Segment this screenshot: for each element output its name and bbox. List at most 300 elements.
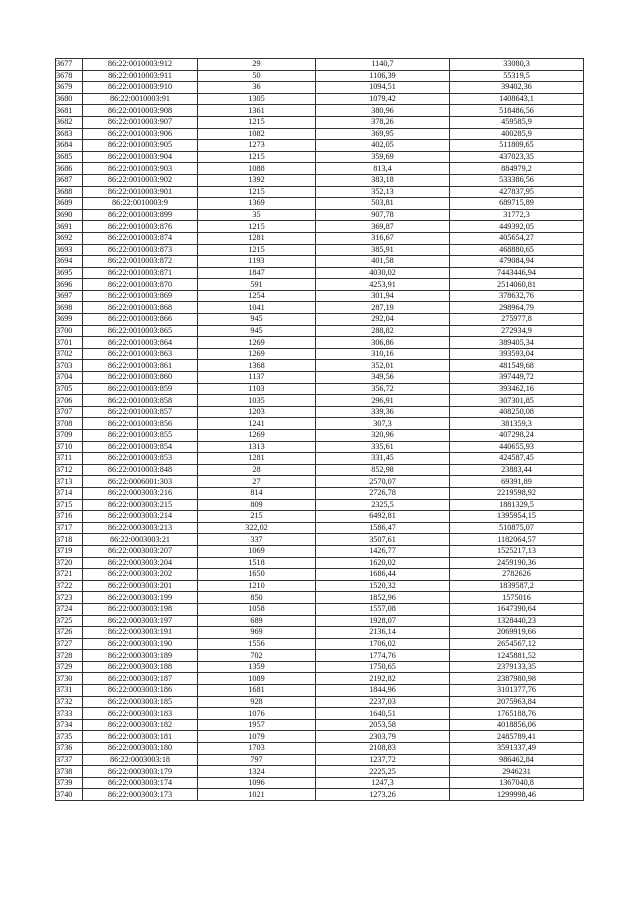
cadastral-number: 86:22:0003003:191 (83, 627, 198, 639)
area-cell: 215 (198, 511, 316, 523)
area-cell: 1215 (198, 186, 316, 198)
cadastral-number: 86:22:0010003:906 (83, 128, 198, 140)
cadastral-number: 86:22:0010003:905 (83, 140, 198, 152)
cadastral-value-cell: 2219598,92 (450, 487, 584, 499)
area-cell: 35 (198, 209, 316, 221)
table-row (56, 638, 584, 650)
row-number: 3709 (56, 430, 83, 442)
row-number: 3686 (56, 163, 83, 175)
row-number: 3697 (56, 290, 83, 302)
cadastral-value-cell: 397449,72 (450, 372, 584, 384)
area-cell: 1269 (198, 348, 316, 360)
cadastral-value-cell: 2387980,98 (450, 673, 584, 685)
cadastral-value-cell: 39402,36 (450, 82, 584, 94)
row-number: 3734 (56, 719, 83, 731)
row-number: 3687 (56, 174, 83, 186)
cadastral-value-cell: 2654567,12 (450, 638, 584, 650)
area-cell: 591 (198, 279, 316, 291)
cadastral-value-cell: 1575016 (450, 592, 584, 604)
table-row (56, 777, 584, 789)
area-cell: 1681 (198, 685, 316, 697)
row-number: 3703 (56, 360, 83, 372)
row-number: 3693 (56, 244, 83, 256)
unit-value-cell: 331,45 (316, 453, 450, 465)
table-row (56, 627, 584, 639)
cadastral-number: 86:22:0010003:869 (83, 290, 198, 302)
cadastral-number: 86:22:0010003:873 (83, 244, 198, 256)
unit-value-cell: 378,26 (316, 116, 450, 128)
row-number: 3706 (56, 395, 83, 407)
cadastral-value-cell: 272934,9 (450, 325, 584, 337)
table-row (56, 453, 584, 465)
table-row (56, 82, 584, 94)
row-number: 3728 (56, 650, 83, 662)
table-row (56, 708, 584, 720)
area-cell: 1021 (198, 789, 316, 801)
row-number: 3731 (56, 685, 83, 697)
table-row (56, 163, 584, 175)
cadastral-value-cell: 378632,76 (450, 290, 584, 302)
table-row (56, 116, 584, 128)
table-row (56, 418, 584, 430)
unit-value-cell: 813,4 (316, 163, 450, 175)
area-cell: 1215 (198, 151, 316, 163)
area-cell: 1137 (198, 372, 316, 384)
area-cell: 702 (198, 650, 316, 662)
cadastral-number: 86:22:0003003:185 (83, 696, 198, 708)
table-row (56, 650, 584, 662)
unit-value-cell: 1557,08 (316, 603, 450, 615)
unit-value-cell: 2303,79 (316, 731, 450, 743)
cadastral-number: 86:22:0010003:858 (83, 395, 198, 407)
area-cell: 1368 (198, 360, 316, 372)
row-number: 3681 (56, 105, 83, 117)
row-number: 3733 (56, 708, 83, 720)
area-cell: 1035 (198, 395, 316, 407)
unit-value-cell: 1928,07 (316, 615, 450, 627)
row-number: 3690 (56, 209, 83, 221)
cadastral-number: 86:22:0010003:868 (83, 302, 198, 314)
cadastral-value-cell: 424587,45 (450, 453, 584, 465)
cadastral-value-cell: 3591337,49 (450, 743, 584, 755)
table-row (56, 105, 584, 117)
cadastral-number: 86:22:0010003:907 (83, 116, 198, 128)
unit-value-cell: 1079,42 (316, 93, 450, 105)
cadastral-value-cell: 275977,8 (450, 314, 584, 326)
cadastral-value-cell: 33080,3 (450, 59, 584, 71)
cadastral-value-cell: 389405,34 (450, 337, 584, 349)
unit-value-cell: 2726,78 (316, 487, 450, 499)
table-row (56, 395, 584, 407)
area-cell: 1518 (198, 557, 316, 569)
cadastral-value-table (55, 58, 584, 801)
area-cell: 1281 (198, 453, 316, 465)
cadastral-value-cell: 400285,9 (450, 128, 584, 140)
table-row (56, 383, 584, 395)
cadastral-number: 86:22:0010003:899 (83, 209, 198, 221)
table-row (56, 696, 584, 708)
unit-value-cell: 287,19 (316, 302, 450, 314)
cadastral-value-cell: 2782626 (450, 569, 584, 581)
cadastral-number: 86:22:0010003:854 (83, 441, 198, 453)
unit-value-cell: 296,91 (316, 395, 450, 407)
cadastral-number: 86:22:0010003:912 (83, 59, 198, 71)
unit-value-cell: 1686,44 (316, 569, 450, 581)
area-cell: 1650 (198, 569, 316, 581)
cadastral-value-cell: 2946231 (450, 766, 584, 778)
unit-value-cell: 4030,02 (316, 267, 450, 279)
unit-value-cell: 1520,32 (316, 580, 450, 592)
row-number: 3680 (56, 93, 83, 105)
row-number: 3726 (56, 627, 83, 639)
table-row (56, 337, 584, 349)
unit-value-cell: 385,91 (316, 244, 450, 256)
row-number: 3718 (56, 534, 83, 546)
area-cell: 928 (198, 696, 316, 708)
cadastral-number: 86:22:0003003:213 (83, 522, 198, 534)
area-cell: 29 (198, 59, 316, 71)
unit-value-cell: 339,36 (316, 406, 450, 418)
unit-value-cell: 320,96 (316, 430, 450, 442)
cadastral-value-cell: 481549,68 (450, 360, 584, 372)
cadastral-value-cell: 2485789,41 (450, 731, 584, 743)
unit-value-cell: 503,81 (316, 198, 450, 210)
cadastral-number: 86:22:0003003:183 (83, 708, 198, 720)
row-number: 3689 (56, 198, 83, 210)
cadastral-number: 86:22:0010003:856 (83, 418, 198, 430)
unit-value-cell: 2136,14 (316, 627, 450, 639)
area-cell: 1210 (198, 580, 316, 592)
area-cell: 1103 (198, 383, 316, 395)
row-number: 3688 (56, 186, 83, 198)
unit-value-cell: 1640,51 (316, 708, 450, 720)
table-row (56, 372, 584, 384)
cadastral-number: 86:22:0003003:188 (83, 661, 198, 673)
row-number: 3724 (56, 603, 83, 615)
table-row (56, 221, 584, 233)
row-number: 3717 (56, 522, 83, 534)
cadastral-value-cell: 884979,2 (450, 163, 584, 175)
cadastral-number: 86:22:0003003:174 (83, 777, 198, 789)
table-row (56, 244, 584, 256)
cadastral-number: 86:22:0003003:207 (83, 545, 198, 557)
area-cell: 1369 (198, 198, 316, 210)
cadastral-value-cell: 511809,65 (450, 140, 584, 152)
cadastral-value-cell: 1839587,2 (450, 580, 584, 592)
area-cell: 1069 (198, 545, 316, 557)
row-number: 3723 (56, 592, 83, 604)
cadastral-value-cell: 459585,9 (450, 116, 584, 128)
table-row (56, 256, 584, 268)
area-cell: 1241 (198, 418, 316, 430)
unit-value-cell: 307,3 (316, 418, 450, 430)
cadastral-value-cell: 689715,89 (450, 198, 584, 210)
table-row (56, 592, 584, 604)
cadastral-value-cell: 533386,56 (450, 174, 584, 186)
area-cell: 1324 (198, 766, 316, 778)
area-cell: 322,02 (198, 522, 316, 534)
row-number: 3702 (56, 348, 83, 360)
row-number: 3677 (56, 59, 83, 71)
table-row (56, 441, 584, 453)
cadastral-value-cell: 1395954,15 (450, 511, 584, 523)
table-row (56, 754, 584, 766)
cadastral-number: 86:22:0006001:303 (83, 476, 198, 488)
table-row (56, 198, 584, 210)
unit-value-cell: 1106,39 (316, 70, 450, 82)
cadastral-value-cell: 1647390,64 (450, 603, 584, 615)
cadastral-value-cell: 407298,24 (450, 430, 584, 442)
cadastral-value-cell: 510875,07 (450, 522, 584, 534)
table-row (56, 766, 584, 778)
cadastral-value-cell: 449392,05 (450, 221, 584, 233)
table-row (56, 290, 584, 302)
row-number: 3711 (56, 453, 83, 465)
cadastral-number: 86:22:0003003:199 (83, 592, 198, 604)
cadastral-number: 86:22:0003003:198 (83, 603, 198, 615)
area-cell: 1281 (198, 232, 316, 244)
area-cell: 1215 (198, 116, 316, 128)
table-row (56, 232, 584, 244)
table-row (56, 661, 584, 673)
cadastral-number: 86:22:0010003:865 (83, 325, 198, 337)
row-number: 3721 (56, 569, 83, 581)
cadastral-value-cell: 1367040,8 (450, 777, 584, 789)
area-cell: 28 (198, 464, 316, 476)
table-row (56, 93, 584, 105)
table-row (56, 487, 584, 499)
cadastral-value-cell: 31772,3 (450, 209, 584, 221)
cadastral-value-cell: 2075963,84 (450, 696, 584, 708)
area-cell: 969 (198, 627, 316, 639)
cadastral-value-cell: 1328440,23 (450, 615, 584, 627)
cadastral-number: 86:22:0003003:182 (83, 719, 198, 731)
row-number: 3740 (56, 789, 83, 801)
row-number: 3700 (56, 325, 83, 337)
cadastral-number: 86:22:0010003:870 (83, 279, 198, 291)
area-cell: 1058 (198, 603, 316, 615)
unit-value-cell: 352,01 (316, 360, 450, 372)
cadastral-number: 86:22:0010003:861 (83, 360, 198, 372)
cadastral-value-cell: 405654,27 (450, 232, 584, 244)
row-number: 3692 (56, 232, 83, 244)
table-row (56, 151, 584, 163)
cadastral-number: 86:22:0003003:202 (83, 569, 198, 581)
area-cell: 1305 (198, 93, 316, 105)
cadastral-number: 86:22:0003003:214 (83, 511, 198, 523)
cadastral-number: 86:22:0010003:908 (83, 105, 198, 117)
area-cell: 1254 (198, 290, 316, 302)
area-cell: 1193 (198, 256, 316, 268)
unit-value-cell: 369,95 (316, 128, 450, 140)
unit-value-cell: 316,67 (316, 232, 450, 244)
unit-value-cell: 2192,82 (316, 673, 450, 685)
unit-value-cell: 1706,02 (316, 638, 450, 650)
cadastral-value-cell: 2459190,36 (450, 557, 584, 569)
cadastral-number: 86:22:0003003:21 (83, 534, 198, 546)
cadastral-value-cell: 2379133,35 (450, 661, 584, 673)
unit-value-cell: 1852,96 (316, 592, 450, 604)
area-cell: 1703 (198, 743, 316, 755)
area-cell: 1556 (198, 638, 316, 650)
unit-value-cell: 2225,25 (316, 766, 450, 778)
cadastral-value-cell: 393462,16 (450, 383, 584, 395)
cadastral-number: 86:22:0003003:186 (83, 685, 198, 697)
cadastral-value-cell: 2069919,66 (450, 627, 584, 639)
cadastral-number: 86:22:0010003:904 (83, 151, 198, 163)
unit-value-cell: 907,78 (316, 209, 450, 221)
unit-value-cell: 852,98 (316, 464, 450, 476)
row-number: 3736 (56, 743, 83, 755)
area-cell: 1847 (198, 267, 316, 279)
row-number: 3704 (56, 372, 83, 384)
table-row (56, 685, 584, 697)
table-row (56, 279, 584, 291)
cadastral-value-cell: 1525217,13 (450, 545, 584, 557)
table-row (56, 569, 584, 581)
cadastral-value-cell: 427837,95 (450, 186, 584, 198)
row-number: 3682 (56, 116, 83, 128)
area-cell: 809 (198, 499, 316, 511)
cadastral-number: 86:22:0003003:189 (83, 650, 198, 662)
table-row (56, 174, 584, 186)
table-row (56, 59, 584, 71)
cadastral-number: 86:22:0010003:901 (83, 186, 198, 198)
table-row (56, 186, 584, 198)
cadastral-number: 86:22:0003003:187 (83, 673, 198, 685)
row-number: 3679 (56, 82, 83, 94)
row-number: 3737 (56, 754, 83, 766)
cadastral-value-cell: 55319,5 (450, 70, 584, 82)
table-row (56, 789, 584, 801)
area-cell: 814 (198, 487, 316, 499)
cadastral-value-cell: 3101377,76 (450, 685, 584, 697)
table-row (56, 580, 584, 592)
area-cell: 1359 (198, 661, 316, 673)
unit-value-cell: 1620,02 (316, 557, 450, 569)
unit-value-cell: 2570,07 (316, 476, 450, 488)
area-cell: 337 (198, 534, 316, 546)
table-row (56, 209, 584, 221)
area-cell: 1076 (198, 708, 316, 720)
cadastral-number: 86:22:0010003:9 (83, 198, 198, 210)
cadastral-number: 86:22:0010003:848 (83, 464, 198, 476)
cadastral-number: 86:22:0010003:853 (83, 453, 198, 465)
cadastral-number: 86:22:0010003:866 (83, 314, 198, 326)
table-row (56, 302, 584, 314)
table-row (56, 476, 584, 488)
cadastral-value-cell: 437023,35 (450, 151, 584, 163)
cadastral-number: 86:22:0010003:872 (83, 256, 198, 268)
unit-value-cell: 401,58 (316, 256, 450, 268)
cadastral-number: 86:22:0010003:91 (83, 93, 198, 105)
unit-value-cell: 356,72 (316, 383, 450, 395)
row-number: 3683 (56, 128, 83, 140)
cadastral-value-cell: 4018856,06 (450, 719, 584, 731)
row-number: 3691 (56, 221, 83, 233)
cadastral-value-cell: 23883,44 (450, 464, 584, 476)
unit-value-cell: 359,69 (316, 151, 450, 163)
cadastral-value-cell: 1408643,1 (450, 93, 584, 105)
row-number: 3684 (56, 140, 83, 152)
cadastral-number: 86:22:0003003:215 (83, 499, 198, 511)
row-number: 3725 (56, 615, 83, 627)
row-number: 3705 (56, 383, 83, 395)
area-cell: 1203 (198, 406, 316, 418)
area-cell: 1088 (198, 163, 316, 175)
cadastral-value-cell: 298964,79 (450, 302, 584, 314)
cadastral-value-cell: 986462,84 (450, 754, 584, 766)
cadastral-number: 86:22:0003003:201 (83, 580, 198, 592)
cadastral-number: 86:22:0010003:864 (83, 337, 198, 349)
unit-value-cell: 335,61 (316, 441, 450, 453)
table-row (56, 719, 584, 731)
row-number: 3685 (56, 151, 83, 163)
cadastral-value-cell: 1299998,46 (450, 789, 584, 801)
unit-value-cell: 310,16 (316, 348, 450, 360)
cadastral-number: 86:22:0003003:190 (83, 638, 198, 650)
unit-value-cell: 306,86 (316, 337, 450, 349)
row-number: 3694 (56, 256, 83, 268)
cadastral-number: 86:22:0003003:173 (83, 789, 198, 801)
row-number: 3712 (56, 464, 83, 476)
cadastral-number: 86:22:0010003:855 (83, 430, 198, 442)
unit-value-cell: 369,87 (316, 221, 450, 233)
table-row (56, 430, 584, 442)
row-number: 3727 (56, 638, 83, 650)
table-row (56, 511, 584, 523)
cadastral-value-cell: 307301,85 (450, 395, 584, 407)
area-cell: 1269 (198, 337, 316, 349)
unit-value-cell: 1273,26 (316, 789, 450, 801)
area-cell: 1089 (198, 673, 316, 685)
table-body (56, 59, 584, 801)
row-number: 3715 (56, 499, 83, 511)
row-number: 3716 (56, 511, 83, 523)
table-row (56, 743, 584, 755)
cadastral-value-cell: 518486,56 (450, 105, 584, 117)
area-cell: 1096 (198, 777, 316, 789)
unit-value-cell: 1586,47 (316, 522, 450, 534)
area-cell: 1273 (198, 140, 316, 152)
area-cell: 1269 (198, 430, 316, 442)
unit-value-cell: 349,56 (316, 372, 450, 384)
cadastral-value-cell: 1182064,57 (450, 534, 584, 546)
cadastral-number: 86:22:0010003:902 (83, 174, 198, 186)
unit-value-cell: 352,13 (316, 186, 450, 198)
table-row (56, 464, 584, 476)
area-cell: 945 (198, 314, 316, 326)
area-cell: 797 (198, 754, 316, 766)
unit-value-cell: 1140,7 (316, 59, 450, 71)
cadastral-value-cell: 7443446,94 (450, 267, 584, 279)
row-number: 3719 (56, 545, 83, 557)
unit-value-cell: 1426,77 (316, 545, 450, 557)
unit-value-cell: 4253,91 (316, 279, 450, 291)
table-row (56, 325, 584, 337)
area-cell: 1215 (198, 244, 316, 256)
cadastral-number: 86:22:0003003:216 (83, 487, 198, 499)
row-number: 3701 (56, 337, 83, 349)
cadastral-number: 86:22:0010003:910 (83, 82, 198, 94)
row-number: 3732 (56, 696, 83, 708)
row-number: 3708 (56, 418, 83, 430)
cadastral-value-cell: 69391,89 (450, 476, 584, 488)
area-cell: 1079 (198, 731, 316, 743)
area-cell: 945 (198, 325, 316, 337)
unit-value-cell: 292,04 (316, 314, 450, 326)
table-row (56, 128, 584, 140)
